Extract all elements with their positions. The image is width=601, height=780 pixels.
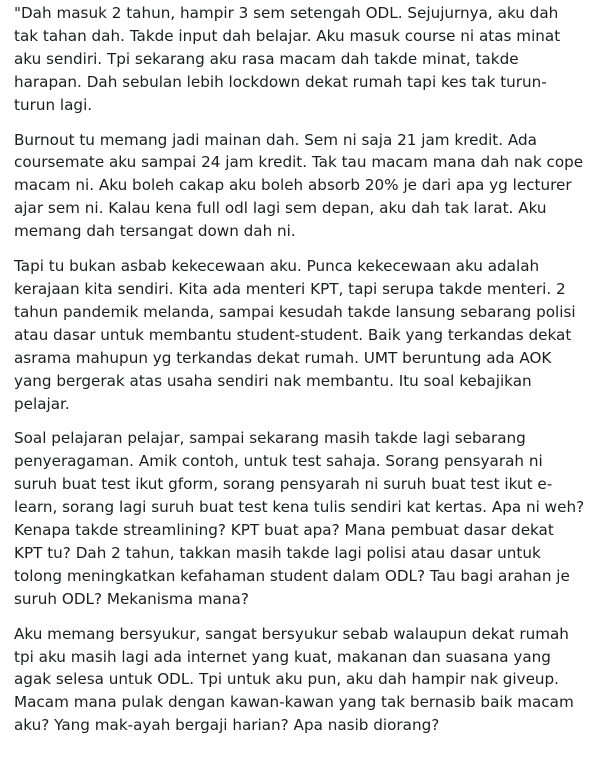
post-paragraph-2: Burnout tu memang jadi mainan dah. Sem ni saja 21 jam kredit. Ada coursemate aku sampai 24 jam kredit. Tak tau macam mana dah nak cope macam ni. Aku boleh cakap aku boleh absorb 20% je dari apa yg lecturer ajar sem ni. Kalau kena full odl lagi sem depan, aku dah tak larat. Aku memang dah tersangat down dah ni. bbox=[14, 130, 584, 241]
post-paragraph-3: Tapi tu bukan asbab kekecewaan aku. Punca kekecewaan aku adalah kerajaan kita sendiri. Kita ada menteri KPT, tapi serupa takde menteri. 2 tahun pandemik melanda, sampai kesudah takde lansung sebarang polisi atau dasar untuk membantu student-student. Baik yang terkandas dekat asrama mahupun yg terkandas dekat rumah. UMT beruntung ada AOK yang bergerak atas usaha sendiri nak membantu. Itu soal kebajikan pelajar. bbox=[14, 257, 576, 413]
post-paragraph-1: "Dah masuk 2 tahun, hampir 3 sem setengah ODL. Sejujurnya, aku dah tak tahan dah. Takde input dah belajar. Aku masuk course ni atas minat aku sendiri. Tpi sekarang aku rasa macam dah takde minat, takde harapan. Dah sebulan lebih lockdown dekat rumah tapi kes tak turun-turun lagi. bbox=[14, 4, 561, 114]
post-paragraph-5: Aku memang bersyukur, sangat bersyukur sebab walaupun dekat rumah tpi aku masih lagi ada internet yang kuat, makanan dan suasana yang agak selesa untuk ODL. Tpi untuk aku pun, aku dah hampir nak giveup. Macam mana pulak dengan kawan-kawan yang tak bernasib baik macam aku? Yang mak-ayah bergaji harian? Apa nasib diorang? bbox=[14, 624, 574, 735]
post-paragraph-4: Soal pelajaran pelajar, sampai sekarang masih takde lagi sebarang penyeragaman. Amik contoh, untuk test sahaja. Sorang pensyarah ni suruh buat test ikut gform, sorang pensyarah ni suruh buat test ikut e-learn, sorang lagi suruh buat test kena tulis sendiri kat kertas. Apa ni weh? Kenapa takde streamlining? KPT buat apa? Mana pembuat dasar dekat KPT tu? Dah 2 tahun, takkan masih takde lagi polisi atau dasar untuk tolong meningkatkan kefahaman student dalam ODL? Tau bagi arahan je suruh ODL? Mekanisma mana? bbox=[14, 429, 585, 608]
